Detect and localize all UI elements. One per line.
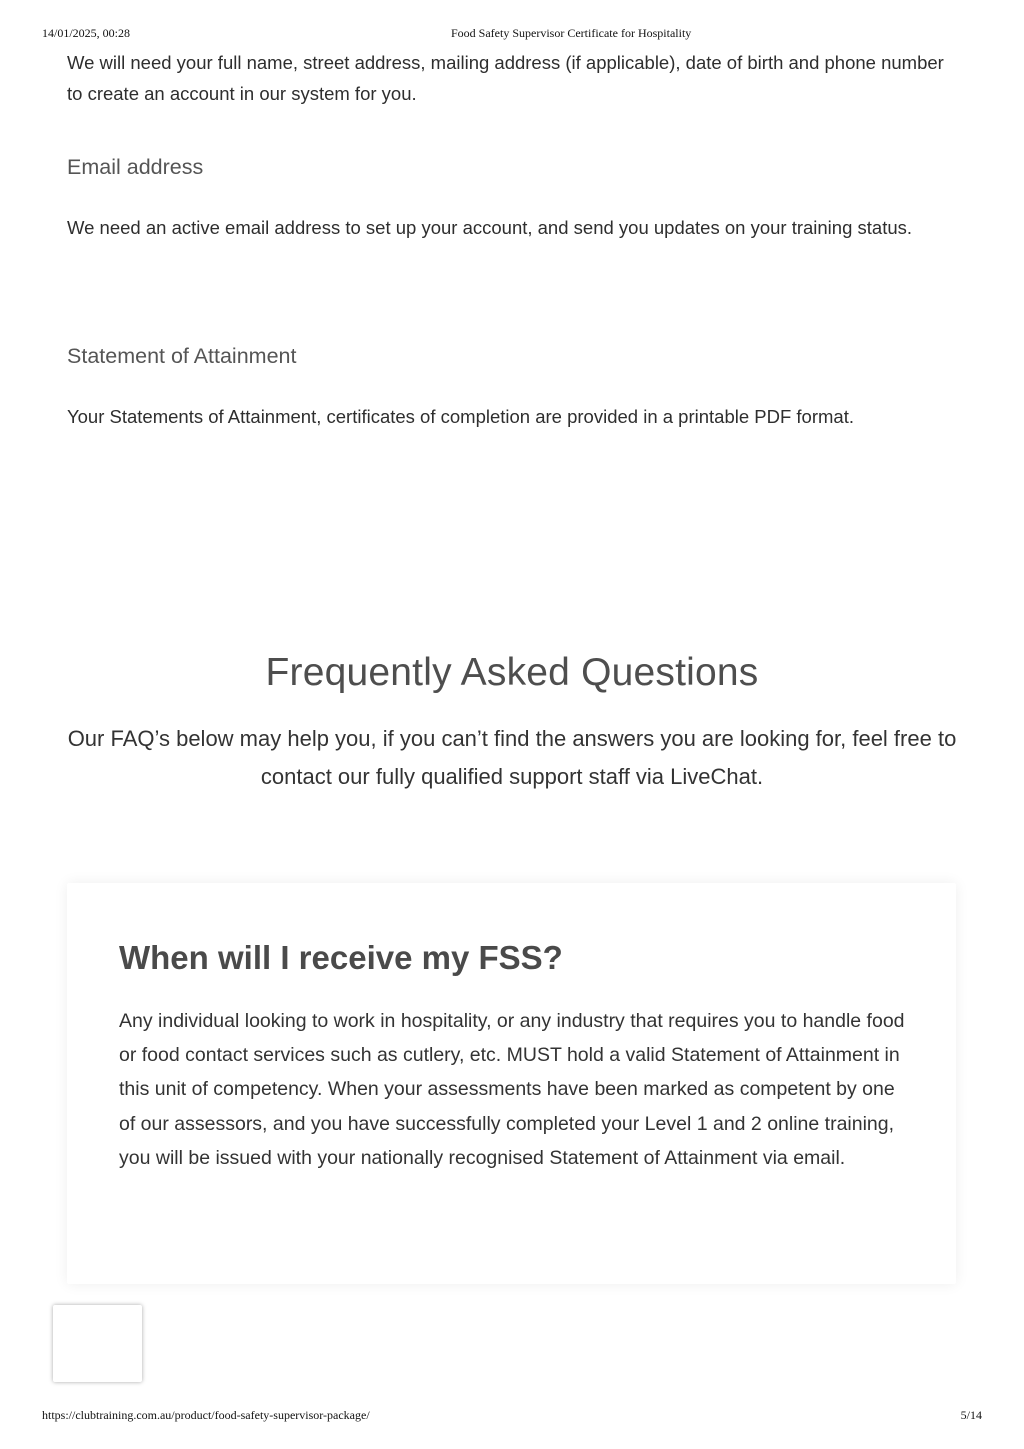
print-date: 14/01/2025, 00:28 (42, 26, 131, 40)
page-number: 5/14 (960, 1408, 982, 1422)
print-footer (0, 1408, 1024, 1424)
print-document-title: Food Safety Supervisor Certificate for Hospitality (451, 26, 692, 40)
faq-intro: Our FAQ’s below may help you, if you can’t find the answers you are looking for, feel free to contact our fully qualified support staff via LiveChat. (67, 726, 957, 789)
email-address-text: We need an active email address to set up your account, and send you updates on your training status. (67, 217, 913, 238)
faq-card (67, 883, 956, 1284)
faq-question[interactable]: When will I receive my FSS? (119, 939, 563, 976)
email-address-heading: Email address (67, 155, 204, 179)
print-url: https://clubtraining.com.au/product/food-safety-supervisor-package/ (42, 1408, 370, 1422)
statement-of-attainment-heading: Statement of Attainment (67, 344, 297, 368)
statement-of-attainment-text: Your Statements of Attainment, certificates of completion are provided in a printable PDF format. (67, 406, 854, 427)
faq-title: Frequently Asked Questions (265, 651, 759, 694)
print-header (0, 26, 1024, 42)
recaptcha-badge[interactable] (53, 1305, 142, 1382)
faq-answer: Any individual looking to work in hospitality, or any industry that requires you to handle food or food contact services such as cutlery, etc. MUST hold a valid Statement of Attainment in this unit of competency. When your assessments have been marked as competent by one of our assessors, and you have successfully completed your Level 1 and 2 online training, you will be issued with your nationally recognised Statement of Attainment via email. (119, 1010, 905, 1169)
account-details-text: We will need your full name, street address, mailing address (if applicable), date of birth and phone number to create an account in our system for you. (67, 52, 944, 104)
